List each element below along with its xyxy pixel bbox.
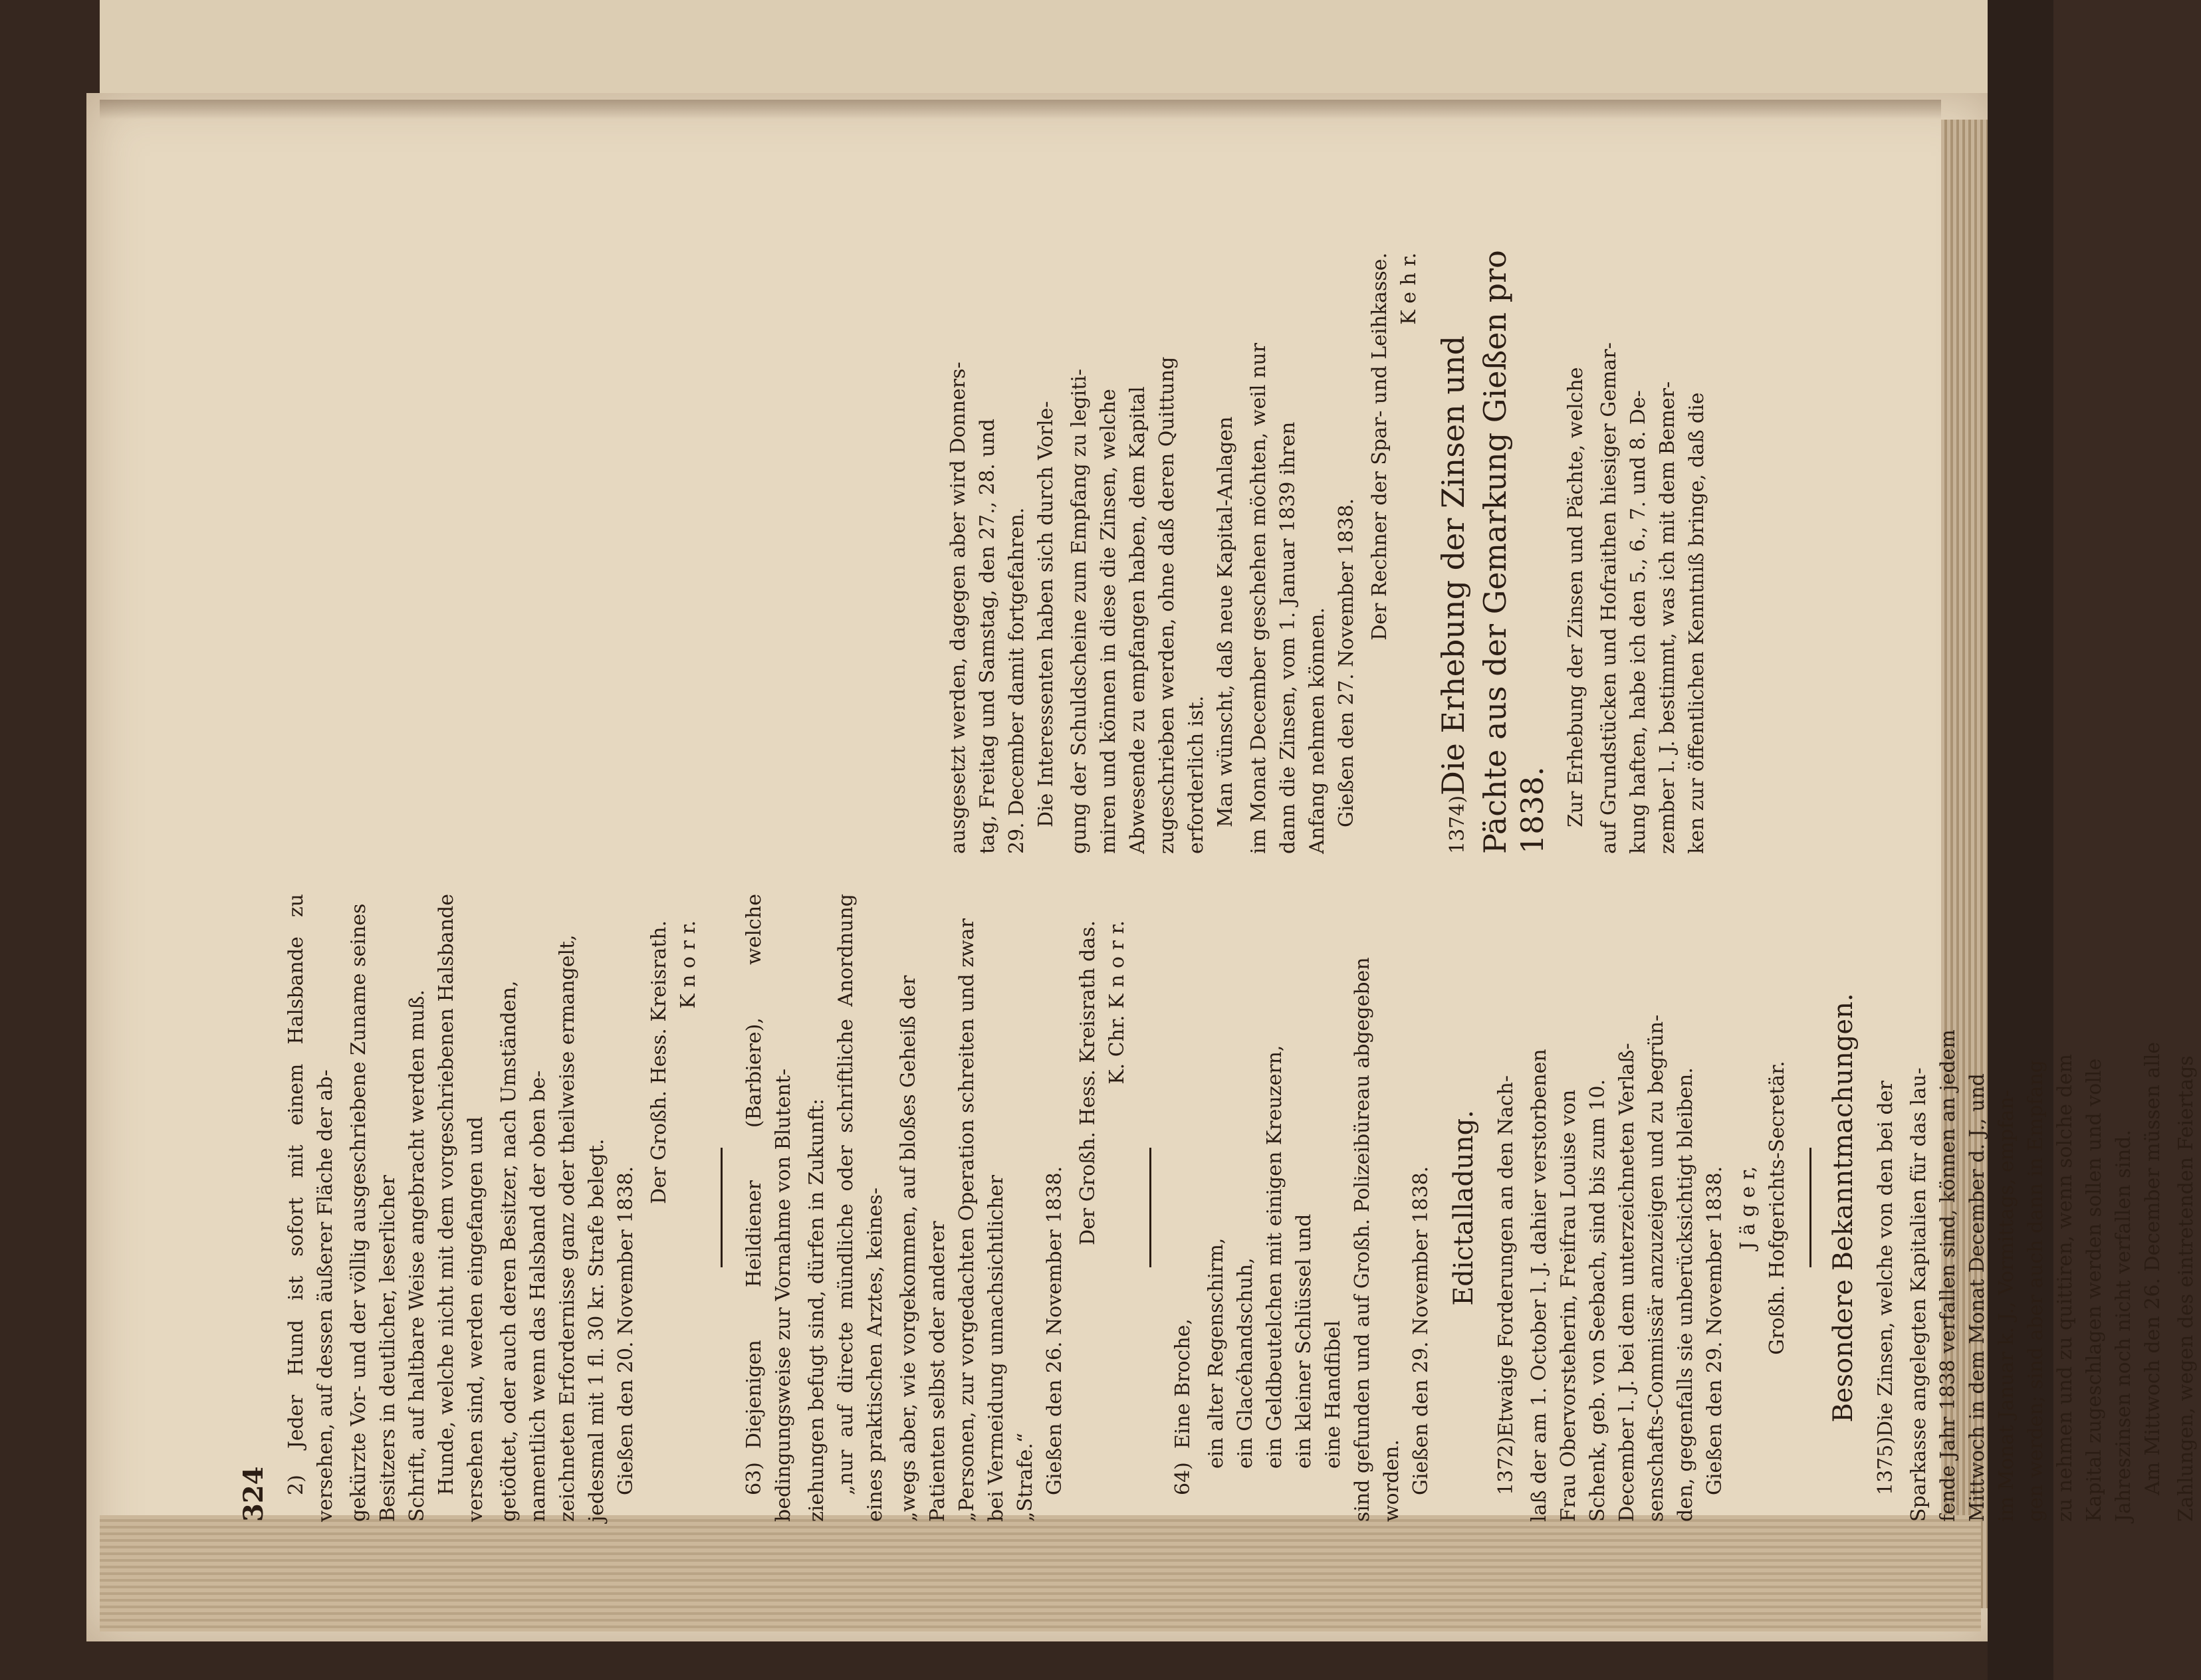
text-line: sind gefunden und auf Großh. Polizeibüreau abgegeben worden.: [1351, 957, 1403, 1522]
text-line: Schenk, geb. von Seebach, sind bis zum 10.: [1586, 1079, 1609, 1522]
date-line: Gießen den 26. November 1838.: [1043, 1166, 1066, 1495]
divider: [1149, 1148, 1151, 1268]
signature-name: K. Chr. K n o r r.: [1105, 920, 1129, 1085]
found-items-list: [1202, 894, 1348, 1522]
date-line: Gießen den 29. November 1838.: [1703, 1166, 1726, 1495]
text-line: Hunde, welche nicht mit dem vorgeschriebenen Halsbande versehen sind, werden eingefangen und: [435, 894, 487, 1522]
notice-number: 2): [285, 1475, 308, 1495]
text-line: tag, Freitag und Samstag, den 27., 28. und: [976, 419, 999, 854]
text-line: gung der Schuldscheine zum Empfang zu legiti-: [1068, 368, 1091, 854]
text-line: senschafts-Commissär anzuzeigen und zu begrün-: [1645, 1014, 1668, 1522]
text-line: ziehungen befugt sind, dürfen in Zukunft:: [805, 1099, 828, 1522]
text-line: Zahlungen, wegen des eintretenden Feiertags: [2174, 1055, 2198, 1522]
text-line: Mittwoch in dem Monat December d. J., und: [1966, 1073, 1989, 1522]
divider: [721, 1148, 723, 1268]
text-line: getödtet, oder auch deren Besitzer, nach Umständen, namentlich wenn das Halsband der oben be-: [497, 980, 550, 1522]
date-line: Gießen den 29. November 1838.: [1409, 1166, 1433, 1495]
date-line: Gießen den 27. November 1838.: [1335, 498, 1358, 827]
text-line: erforderlich ist.: [1185, 695, 1208, 854]
text-line: Frau Obervorsteherin, Freifrau Louise von: [1557, 1089, 1580, 1522]
left-column: [238, 894, 2198, 1522]
notice-2: [282, 894, 703, 1522]
page-gutter: [100, 100, 1941, 120]
signature: Der Großh. Hess. Kreisrath.: [647, 920, 671, 1204]
text-line: ausgesetzt werden, dagegen aber wird Donners-: [947, 362, 970, 854]
text-line: zeichneten Erfordernisse ganz oder theilweise ermangelt, jedesmal mit 1 fl. 30 kr. Strafe belegt.: [556, 934, 608, 1522]
right-column: [239, 226, 1981, 854]
notice-number: 1374): [1446, 795, 1469, 854]
signature-name: J ä g e r,: [1736, 1166, 1760, 1250]
text-line: Etwaige Forderungen an den Nach-: [1494, 1075, 1518, 1437]
notice-number: 1372): [1494, 1436, 1518, 1495]
text-line: zember l. J. bestimmt, was ich mit dem Bemer-: [1656, 381, 1679, 854]
list-item: ein alter Regenschirm,: [1205, 1237, 1228, 1469]
text-line: „Personen, zur vorgedachten Operation schreiten und zwar bei Vermeidung unnachsichtlicher: [955, 918, 1008, 1522]
text-line: Jeder Hund ist sofort mit einem Halsbande zu versehen, auf dessen äußerer Fläche der ab-: [285, 894, 337, 1522]
text-line: gekürzte Vor- und der völlig ausgeschriebene Zuname seines Besitzers in deutlicher, leserlicher: [347, 903, 400, 1522]
text-line: fende Jahr 1838 verfallen sind, können an jedem: [1936, 1029, 1960, 1522]
signature: Großh. Hofgerichts-Secretär.: [1766, 1061, 1789, 1355]
text-line: Diejenigen Heildiener (Barbiere), welche bedingungsweise zur Vornahme von Blutent-: [743, 894, 795, 1522]
notice-1375: [1871, 894, 2201, 1522]
text-line: miren und können in diese die Zinsen, welche: [1097, 389, 1120, 854]
text-line: Anfang nehmen können.: [1306, 607, 1329, 854]
text-line: kung haften, habe ich den 5., 6., 7. und 8. De-: [1627, 390, 1650, 854]
notice-number: 63): [743, 1462, 766, 1495]
notice-1375-continued: [944, 226, 1424, 854]
text-line: laß der am 1. October l. J. dahier verstorbenen: [1528, 1049, 1551, 1522]
signature: Der Großh. Hess. Kreisrath das.: [1076, 920, 1100, 1245]
signature-name: K n o r r.: [677, 920, 700, 1009]
text-line: December l. J. bei dem unterzeichneten Verlaß-: [1615, 1043, 1639, 1522]
notice-64: [1169, 894, 1436, 1522]
text-line: auf Grundstücken und Hofraithen hiesiger Gemar-: [1597, 342, 1621, 854]
page-edges-bottom: [100, 1515, 1981, 1631]
text-line: zu nehmen und zu quittiren, wenn solche dem: [2053, 1054, 2077, 1522]
signature-name: K e h r.: [1397, 253, 1421, 325]
notice-heading: Die Erhebung der Zinsen und Pächte aus der Gemarkung Gießen pro 1838.: [1435, 250, 1550, 854]
text-line: „Strafe.“: [1014, 1432, 1037, 1522]
text-line: „wegs aber, wie vorgekommen, auf bloßes Geheiß der Patienten selbst oder anderer: [897, 975, 949, 1522]
notice-number: 1375): [1874, 1436, 1897, 1495]
text-line: im Monat Januar k. J., Vormittags, empfan-: [1995, 1090, 2018, 1522]
text-line: Kapital zugeschlagen werden sollen und volle: [2083, 1058, 2106, 1522]
text-line: Jahreszinsen noch nicht verfallen sind.: [2112, 1129, 2135, 1522]
rotated-page-text: [238, 226, 2198, 1522]
text-line: den, gegenfalls sie unberücksichtigt bleiben.: [1674, 1067, 1697, 1522]
text-line: ken zur öffentlichen Kenntniß bringe, daß die: [1685, 392, 1708, 854]
text-line: Die Zinsen, welche von den bei der: [1874, 1081, 1897, 1437]
text-line: Zur Erhebung der Zinsen und Pächte, welche: [1564, 367, 1587, 827]
text-line: Die Interessenten haben sich durch Vorle-: [1034, 401, 1058, 827]
signature: Der Rechner der Spar- und Leihkasse.: [1368, 253, 1391, 641]
text-line: „nur auf directe mündliche oder schriftliche Anordnung eines praktischen Arztes, keines-: [834, 894, 887, 1522]
divider: [1809, 1148, 1811, 1268]
list-item: ein Geldbeutelchen mit einigen Kreuzern,: [1263, 1045, 1286, 1469]
facing-page-top: [100, 0, 2027, 101]
notice-63: [740, 894, 1132, 1522]
text-line: zugeschrieben werden, ohne daß deren Quittung: [1155, 356, 1179, 854]
text-line: gen werden; sind aber auch dann in Empfang: [2024, 1060, 2047, 1522]
date-line: Gießen den 20. November 1838.: [614, 1166, 637, 1495]
list-item: Eine Broche,: [1171, 1318, 1195, 1449]
column-spacer: [239, 226, 944, 854]
notice-1374: [1435, 226, 1712, 854]
list-item: ein Glacéhandschuh,: [1234, 1257, 1257, 1469]
text-line: Man wünscht, daß neue Kapital-Anlagen: [1214, 416, 1237, 827]
notice-number: 64): [1171, 1462, 1195, 1495]
list-item: ein kleiner Schlüssel und: [1292, 1213, 1316, 1469]
text-line: im Monat December geschehen möchten, weil nur: [1247, 343, 1270, 854]
list-item: eine Handfibel: [1322, 1320, 1345, 1469]
text-line: Sparkasse angelegten Kapitalien für das lau-: [1907, 1067, 1930, 1522]
section-heading: Besondere Bekanntmachungen.: [1828, 993, 1859, 1423]
section-heading: Edictalladung.: [1448, 1110, 1479, 1306]
text-line: dann die Zinsen, vom 1. Januar 1839 ihren: [1276, 421, 1300, 854]
text-line: 29. December damit fortgefahren.: [1005, 507, 1028, 854]
text-line: Abwesende zu empfangen haben, dem Kapital: [1126, 386, 1149, 854]
text-line: Schrift, auf haltbare Weise angebracht werden muß.: [405, 990, 429, 1522]
page-number: 324: [238, 1466, 269, 1522]
notice-1372: [1492, 894, 1792, 1522]
text-line: Am Mittwoch den 26. December müssen alle: [2141, 1041, 2164, 1495]
